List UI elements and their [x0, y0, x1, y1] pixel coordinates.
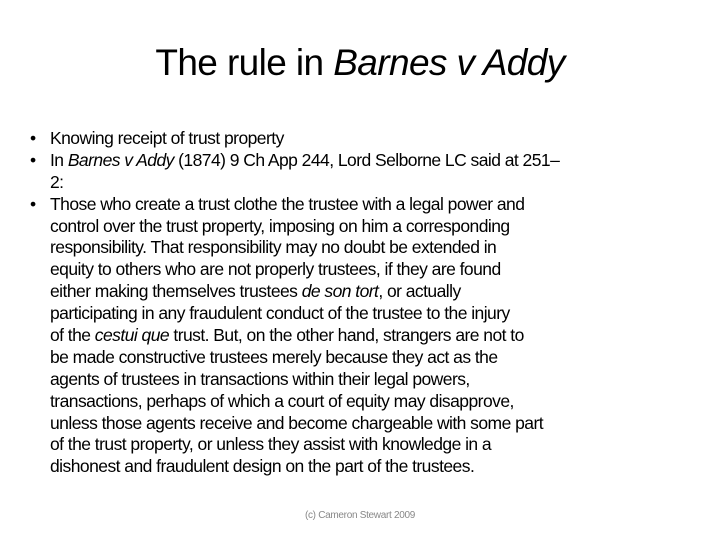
text-segment: trust. But, on the other hand, strangers are not to [169, 325, 524, 346]
text-segment: be made constructive trustees merely because they act as the [50, 346, 498, 367]
italic-text: cestui que [94, 325, 170, 346]
bullet-line [30, 303, 710, 325]
bullet-line [30, 281, 710, 303]
text-segment: Knowing receipt of trust property [50, 128, 284, 148]
bullet-line [30, 456, 710, 478]
bullet-icon: • [30, 128, 36, 148]
text-segment: Those who create a trust clothe the trustee with a legal power and [50, 193, 525, 214]
bullet-line [30, 347, 710, 369]
text-segment: responsibility. That responsibility may no doubt be extended in [50, 237, 497, 258]
bullet-line [30, 325, 710, 347]
bullet-line [30, 369, 710, 391]
bullet-line [30, 128, 710, 150]
bullet-line [30, 237, 710, 259]
text-segment: agents of trustees in transactions within their legal powers, [50, 368, 470, 389]
bullet-line [30, 172, 710, 194]
text-segment: participating in any fraudulent conduct of the trustee to the injury [50, 303, 510, 324]
text-segment: either making themselves trustees [50, 281, 302, 302]
text-segment: of the trust property, or unless they assist with knowledge in a [50, 434, 492, 455]
text-segment: (1874) 9 Ch App 244, Lord Selborne LC said at 251– [173, 149, 560, 170]
text-segment: unless those agents receive and become chargeable with some part [50, 412, 544, 433]
bullet-line [30, 413, 710, 435]
text-segment: control over the trust property, imposing on him a corresponding [50, 215, 510, 236]
bullet-line [30, 216, 710, 238]
bullet-list [30, 128, 710, 478]
title-case-name: Barnes v Addy [333, 42, 565, 83]
footer-copyright: (c) Cameron Stewart 2009 [304, 510, 416, 521]
bullet-line [30, 194, 710, 216]
text-segment: , or actually [378, 281, 461, 302]
bullet-line [30, 391, 710, 413]
italic-text: de son tort [301, 281, 379, 302]
bullet-line [30, 150, 710, 172]
slide-title [0, 42, 720, 84]
bullet-icon: • [30, 193, 36, 214]
italic-text: Barnes v Addy [67, 149, 174, 170]
bullet-icon: • [30, 149, 36, 170]
text-segment: dishonest and fraudulent design on the part of the trustees. [50, 456, 475, 477]
text-segment: In [50, 149, 68, 170]
text-segment: 2: [50, 171, 64, 192]
bullet-line [30, 259, 710, 281]
text-segment: transactions, perhaps of which a court of equity may disapprove, [50, 390, 514, 411]
text-segment: equity to others who are not properly trustees, if they are found [50, 259, 501, 280]
text-segment: of the [50, 325, 95, 346]
bullet-line [30, 434, 710, 456]
title-text: The rule in [155, 42, 334, 83]
